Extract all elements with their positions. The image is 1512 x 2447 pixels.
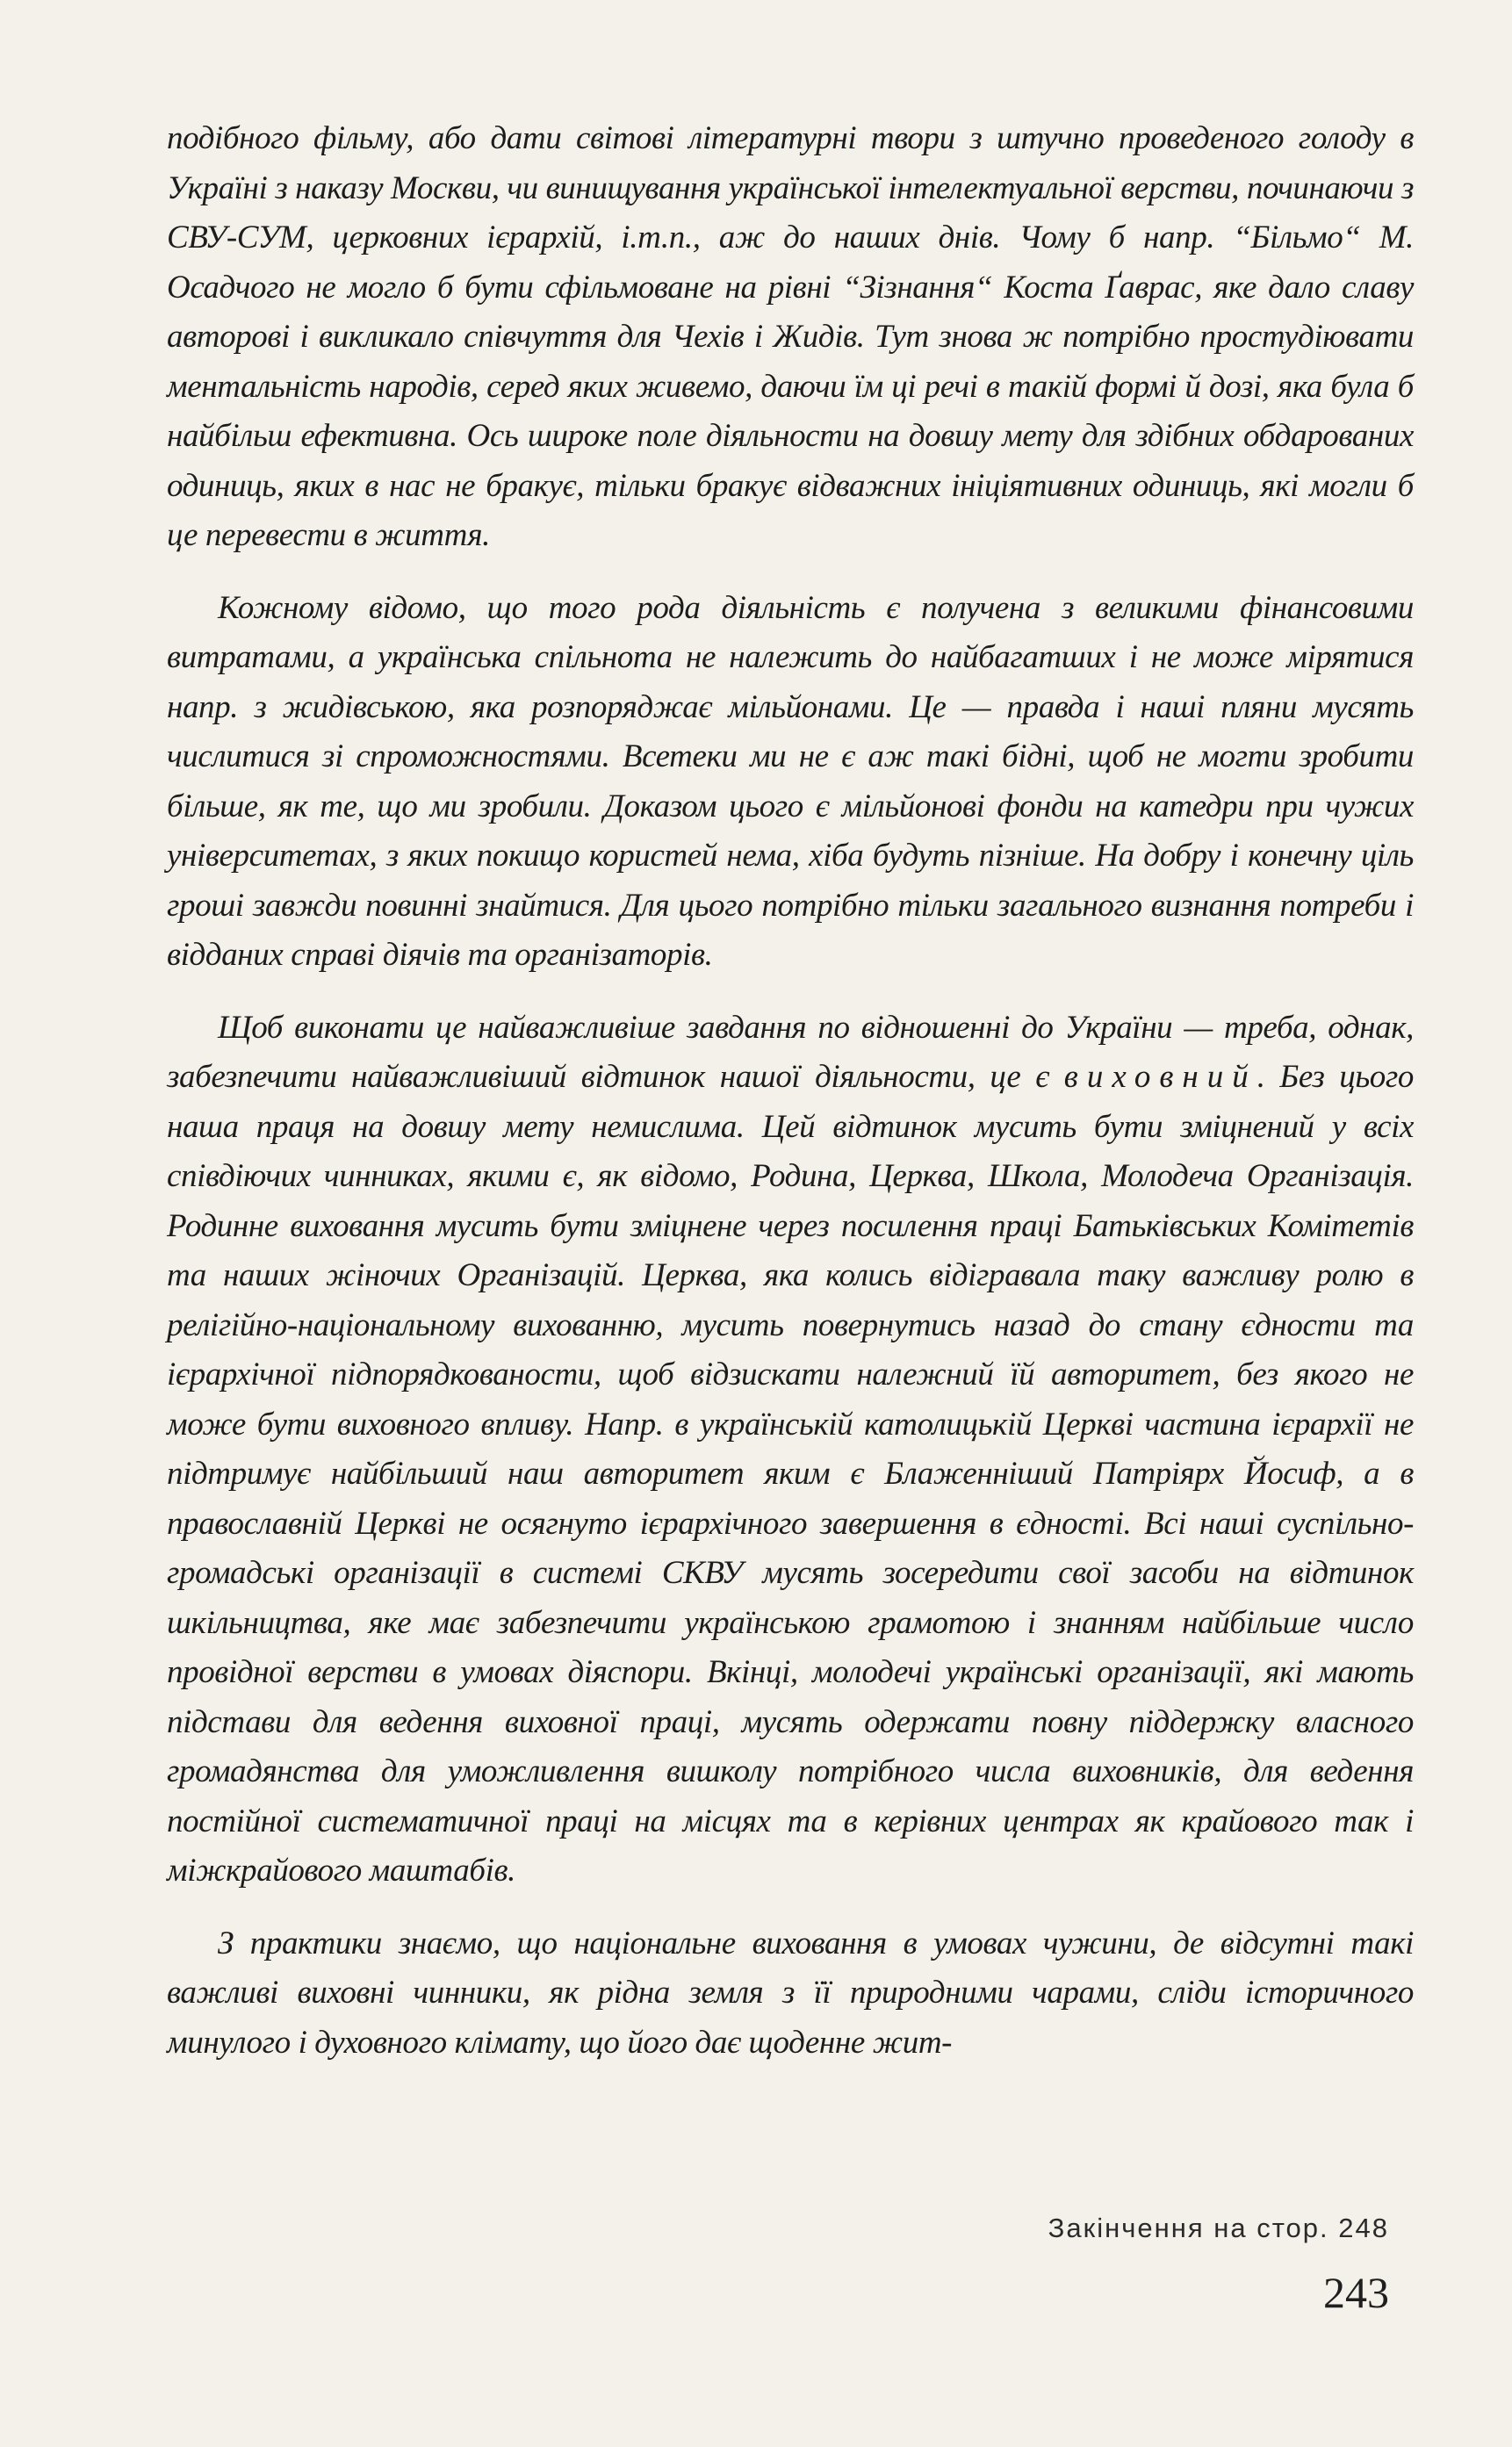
emphasis-spaced-word: виховний: [1063, 1059, 1257, 1095]
paragraph-3: [167, 1004, 1414, 1896]
paragraph-2: Кожному відомо, що того рода діяльність є получена з великими фінансовими витратами, а українська спільнота не належить до найбагатших і не може мірятися напр. з жидівською, яка розпоряджає мільйонами. Це — правда і наші пляни мусять числитися зі спроможностями. Всетеки ми не є аж такі бідні, щоб не могти зробити більше, як те, що ми зробили. Доказом цього є мільйонові фонди на катедри при чужих університетах, з яких покищо користей нема, хіба будуть пізніше. На добру і конечну ціль гроші завжди повинні знайтися. Для цього потрібно тільки загального визнання потреби і відданих справі діячів та організаторів.: [167, 589, 1414, 973]
page-body: [167, 114, 1414, 2091]
paragraph-3-start: Щоб виконати це найважливіше завдання по відношенні до України — треба, однак, забезпечити найважливіший відтинок нашої діяльности, це є: [167, 1009, 1414, 1095]
paragraph-4: З практики знаємо, що національне виховання в умовах чужини, де відсутні такі важливі виховні чинники, як рідна земля з її природними чарами, сліди історичного минулого і духовного клімату, що його дає щоденне жит-: [167, 1925, 1414, 2061]
paragraph-1: подібного фільму, або дати світові літературні твори з штучно проведеного голоду в Україні з наказу Москви, чи винищування української інтелектуальної верстви, починаючи з СВУ-СУМ, церковних ієрархій, і.т.п., аж до наших днів. Чому б напр. “Більмо“ М. Осадчого не могло б бути сфільмоване на рівні “Зізнання“ Коста Ґаврас, яке дало славу авторові і викликало співчуття для Чехів і Жидів. Тут знова ж потрібно простудіювати ментальність народів, серед яких живемо, даючи їм ці речі в такій формі й дозі, яка була б найбільш ефективна. Ось широке поле діяльности на довшу мету для здібних обдарованих одиниць, яких в нас не бракує, тільки бракує відважних ініціятивних одиниць, які могли б це перевести в життя.: [167, 120, 1414, 553]
continued-note: Закінчення на стор. 248: [1048, 2213, 1389, 2243]
paragraph-3-rest: . Без цього наша праця на довшу мету немислима. Цей відтинок мусить бути зміцнений у всіх співдіючих чинниках, якими є, як відомо, Родина, Церква, Школа, Молодеча Організація. Родинне виховання мусить бути зміцнене через посилення праці Батьківських Комітетів та наших жіночих Організацій. Церква, яка колись відігравала таку важливу ролю в релігійно-національному вихованню, мусить повернутись назад до стану єдности та ієрархічної підпорядкованости, щоб відзискати належний їй авторитет, без якого не може бути виховного впливу. Напр. в українській католицькій Церкві частина ієрархії не підтримує найбільший наш авторитет яким є Блаженніший Патріярх Йосиф, а в православній Церкві не осягнуто ієрархічного завершення в єдності. Всі наші суспільно-громадські організації в системі СКВУ мусять зосередити свої засоби на відтинок шкільництва, яке має забезпечити українською грамотою і знанням найбільше число провідної верстви в умовах діяспори. Вкінці, молодечі українські організації, які мають підстави для ведення виховної праці, мусять одержати повну піддержку власного громадянства для уможливлення вишколу потрібного числа виховників, для ведення постійної систематичної праці на місцях та в керівних центрах як крайового так і міжкрайового маштабів.: [167, 1059, 1414, 1889]
page-number: 243: [1323, 2268, 1389, 2317]
